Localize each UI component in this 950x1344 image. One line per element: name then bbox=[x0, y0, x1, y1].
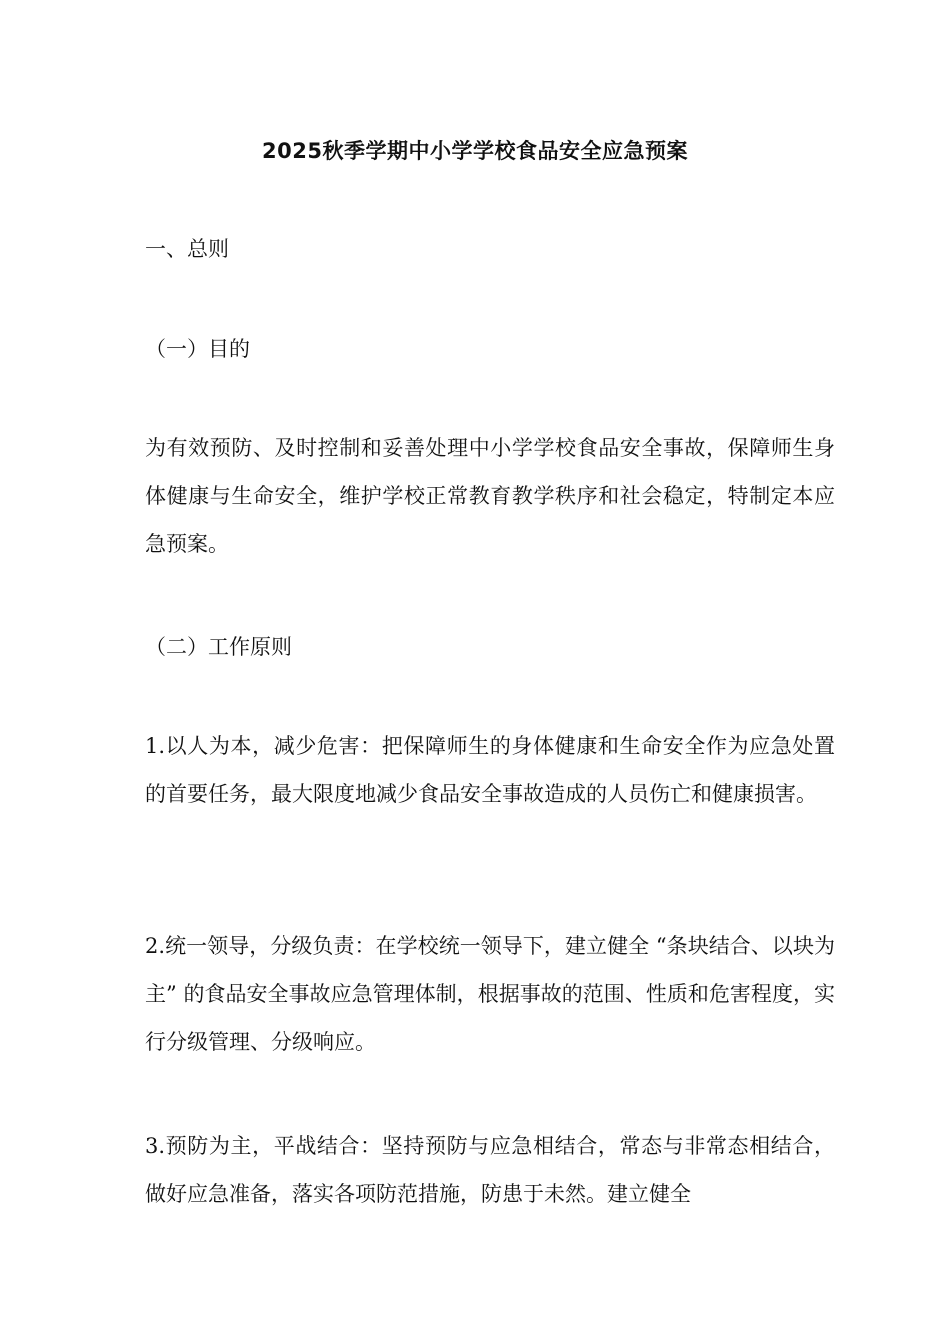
purpose-paragraph: 为有效预防、及时控制和妥善处理中小学学校食品安全事故，保障师生身体健康与生命安全，维护学校正常教育教学秩序和社会稳定，特制定本应急预案。 bbox=[145, 436, 835, 556]
principle-item-3: 3.预防为主，平战结合：坚持预防与应急相结合，常态与非常态相结合，做好应急准备，落实各项防范措施，防患于未然。建立健全 bbox=[145, 1134, 835, 1206]
section-heading-general: 一、总则 bbox=[145, 237, 229, 261]
principle-item-2: 2.统一领导，分级负责：在学校统一领导下，建立健全 “条块结合、以块为主” 的食品安全事故应急管理体制，根据事故的范围、性质和危害程度，实行分级管理、分级响应。 bbox=[145, 934, 835, 1054]
subsection-heading-purpose: （一）目的 bbox=[145, 337, 250, 361]
subsection-heading-principles: （二）工作原则 bbox=[145, 635, 292, 659]
document-title: 2025秋季学期中小学学校食品安全应急预案 bbox=[262, 139, 688, 163]
principle-item-1: 1.以人为本，减少危害：把保障师生的身体健康和生命安全作为应急处置的首要任务，最大限度地减少食品安全事故造成的人员伤亡和健康损害。 bbox=[145, 734, 835, 806]
